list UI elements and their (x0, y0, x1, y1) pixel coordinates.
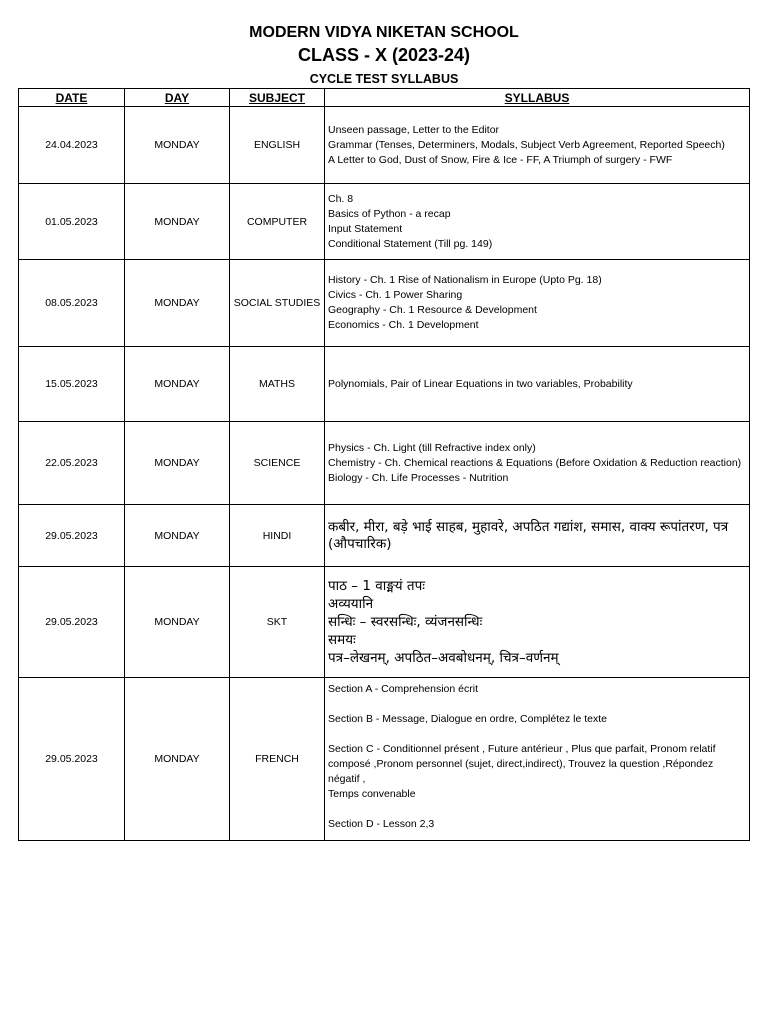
syllabus-cell (325, 260, 750, 347)
syllabus-line: Input Statement (328, 222, 403, 235)
day-cell: MONDAY (125, 505, 230, 567)
table-row (19, 567, 750, 678)
column-header-subject: SUBJECT (230, 89, 325, 107)
day-cell: MONDAY (125, 260, 230, 347)
subject-cell: ENGLISH (230, 107, 325, 184)
subject-cell: COMPUTER (230, 184, 325, 260)
syllabus-cell (325, 505, 750, 567)
table-row (19, 184, 750, 260)
subject-cell: SOCIAL STUDIES (230, 260, 325, 347)
syllabus-table (18, 88, 750, 841)
date-cell: 22.05.2023 (19, 422, 125, 505)
syllabus-cell (325, 422, 750, 505)
syllabus-line: पत्र–लेखनम्, अपठित–अवबोधनम्, चित्र–वर्णनम् (328, 650, 559, 666)
syllabus-line: समयः (328, 632, 356, 648)
syllabus-line: Grammar (Tenses, Determiners, Modals, Subject Verb Agreement, Reported Speech) (328, 138, 725, 151)
school-name: MODERN VIDYA NIKETAN SCHOOL (249, 24, 519, 41)
syllabus-line: Chemistry - Ch. Chemical reactions & Equations (Before Oxidation & Reduction reaction) (328, 456, 742, 469)
syllabus-cell (325, 347, 750, 422)
date-cell: 08.05.2023 (19, 260, 125, 347)
syllabus-cell (325, 184, 750, 260)
subject-cell: HINDI (230, 505, 325, 567)
syllabus-line: Section C - Conditionnel présent , Future antérieur , Plus que parfait, Pronom relatif composé ,Pronom personnel (sujet, direct,indirect), Trouvez la question ,Répondez négatif , (328, 743, 716, 785)
table-row (19, 505, 750, 567)
date-cell: 29.05.2023 (19, 505, 125, 567)
table-row (19, 260, 750, 347)
date-cell: 01.05.2023 (19, 184, 125, 260)
syllabus-line: Unseen passage, Letter to the Editor (328, 123, 500, 136)
date-cell: 24.04.2023 (19, 107, 125, 184)
syllabus-gap (328, 727, 746, 742)
table-row (19, 422, 750, 505)
syllabus-line: Physics - Ch. Light (till Refractive index only) (328, 441, 536, 454)
syllabus-line: Ch. 8 (328, 192, 354, 205)
syllabus-line: History - Ch. 1 Rise of Nationalism in Europe (Upto Pg. 18) (328, 274, 602, 286)
syllabus-cell (325, 567, 750, 678)
syllabus-gap (328, 802, 746, 817)
syllabus-line: Temps convenable (328, 788, 416, 800)
syllabus-subtitle: CYCLE TEST SYLLABUS (309, 72, 459, 86)
syllabus-line: पाठ – 1 वाङ्मयं तपः (328, 578, 425, 594)
syllabus-line: कबीर, मीरा, बड़े भाई साहब, मुहावरे, अपठित गद्यांश, समास, वाक्य रूपांतरण, पत्र (औपचारिक) (328, 518, 729, 552)
date-cell: 29.05.2023 (19, 567, 125, 678)
class-title: CLASS - X (2023-24) (297, 45, 471, 65)
subject-cell: SCIENCE (230, 422, 325, 505)
subject-cell: SKT (230, 567, 325, 678)
syllabus-cell (325, 678, 750, 841)
syllabus-line: Basics of Python - a recap (328, 207, 451, 220)
column-header-syllabus: SYLLABUS (325, 89, 750, 107)
syllabus-line: Economics - Ch. 1 Development (328, 319, 479, 331)
syllabus-line: Section D - Lesson 2,3 (328, 818, 435, 830)
syllabus-line: A Letter to God, Dust of Snow, Fire & Ice - FF, A Triumph of surgery - FWF (328, 153, 673, 166)
table-row (19, 678, 750, 841)
day-cell: MONDAY (125, 184, 230, 260)
syllabus-line: Geography - Ch. 1 Resource & Development (328, 304, 537, 316)
syllabus-gap (328, 697, 746, 712)
subject-cell: MATHS (230, 347, 325, 422)
syllabus-line: Conditional Statement (Till pg. 149) (328, 237, 493, 250)
column-header-date: DATE (19, 89, 125, 107)
table-row (19, 107, 750, 184)
column-header-day: DAY (125, 89, 230, 107)
syllabus-cell (325, 107, 750, 184)
syllabus-line: Section A - Comprehension écrit (328, 683, 478, 695)
syllabus-line: अव्ययानि (328, 596, 374, 612)
syllabus-line: Section B - Message, Dialogue en ordre, Complétez le texte (328, 713, 607, 725)
day-cell: MONDAY (125, 347, 230, 422)
day-cell: MONDAY (125, 678, 230, 841)
syllabus-line: Biology - Ch. Life Processes - Nutrition (328, 471, 509, 484)
table-header-row (19, 89, 750, 107)
date-cell: 29.05.2023 (19, 678, 125, 841)
table-row (19, 347, 750, 422)
syllabus-line: Civics - Ch. 1 Power Sharing (328, 289, 463, 301)
date-cell: 15.05.2023 (19, 347, 125, 422)
day-cell: MONDAY (125, 567, 230, 678)
subject-cell: FRENCH (230, 678, 325, 841)
day-cell: MONDAY (125, 422, 230, 505)
syllabus-line: सन्धिः – स्वरसन्धिः, व्यंजनसन्धिः (328, 614, 483, 630)
syllabus-line: Polynomials, Pair of Linear Equations in two variables, Probability (328, 377, 633, 390)
day-cell: MONDAY (125, 107, 230, 184)
